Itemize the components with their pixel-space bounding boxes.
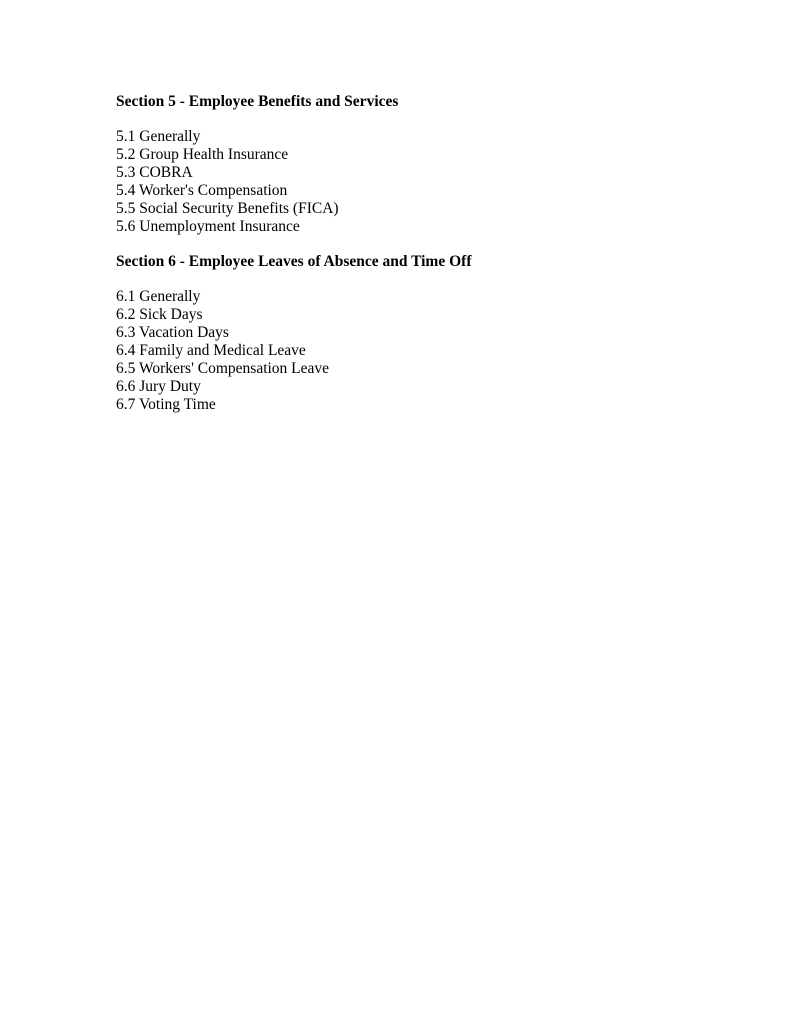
table-of-contents xyxy=(116,93,736,414)
section-heading: Section 6 - Employee Leaves of Absence and Time Off xyxy=(116,253,472,271)
list-item: 6.3 Vacation Days xyxy=(116,324,229,342)
list-item: 5.5 Social Security Benefits (FICA) xyxy=(116,199,339,217)
list-item: 5.4 Worker's Compensation xyxy=(116,181,288,199)
list-item: 6.5 Workers' Compensation Leave xyxy=(116,360,330,378)
list-item: 6.1 Generally xyxy=(116,288,201,306)
list-item: 5.1 Generally xyxy=(116,128,201,145)
list-item: 6.6 Jury Duty xyxy=(116,377,201,395)
list-item: 6.7 Voting Time xyxy=(116,395,216,413)
list-item: 6.2 Sick Days xyxy=(116,306,203,324)
list-item: 5.2 Group Health Insurance xyxy=(116,145,289,163)
section-item-list xyxy=(116,288,736,413)
list-item: 5.3 COBRA xyxy=(116,163,193,181)
section-heading: Section 5 - Employee Benefits and Services xyxy=(116,93,399,110)
list-item: 6.4 Family and Medical Leave xyxy=(116,342,306,360)
section-6 xyxy=(116,253,736,413)
section-5 xyxy=(116,93,736,235)
section-item-list xyxy=(116,128,736,235)
list-item: 5.6 Unemployment Insurance xyxy=(116,217,300,235)
